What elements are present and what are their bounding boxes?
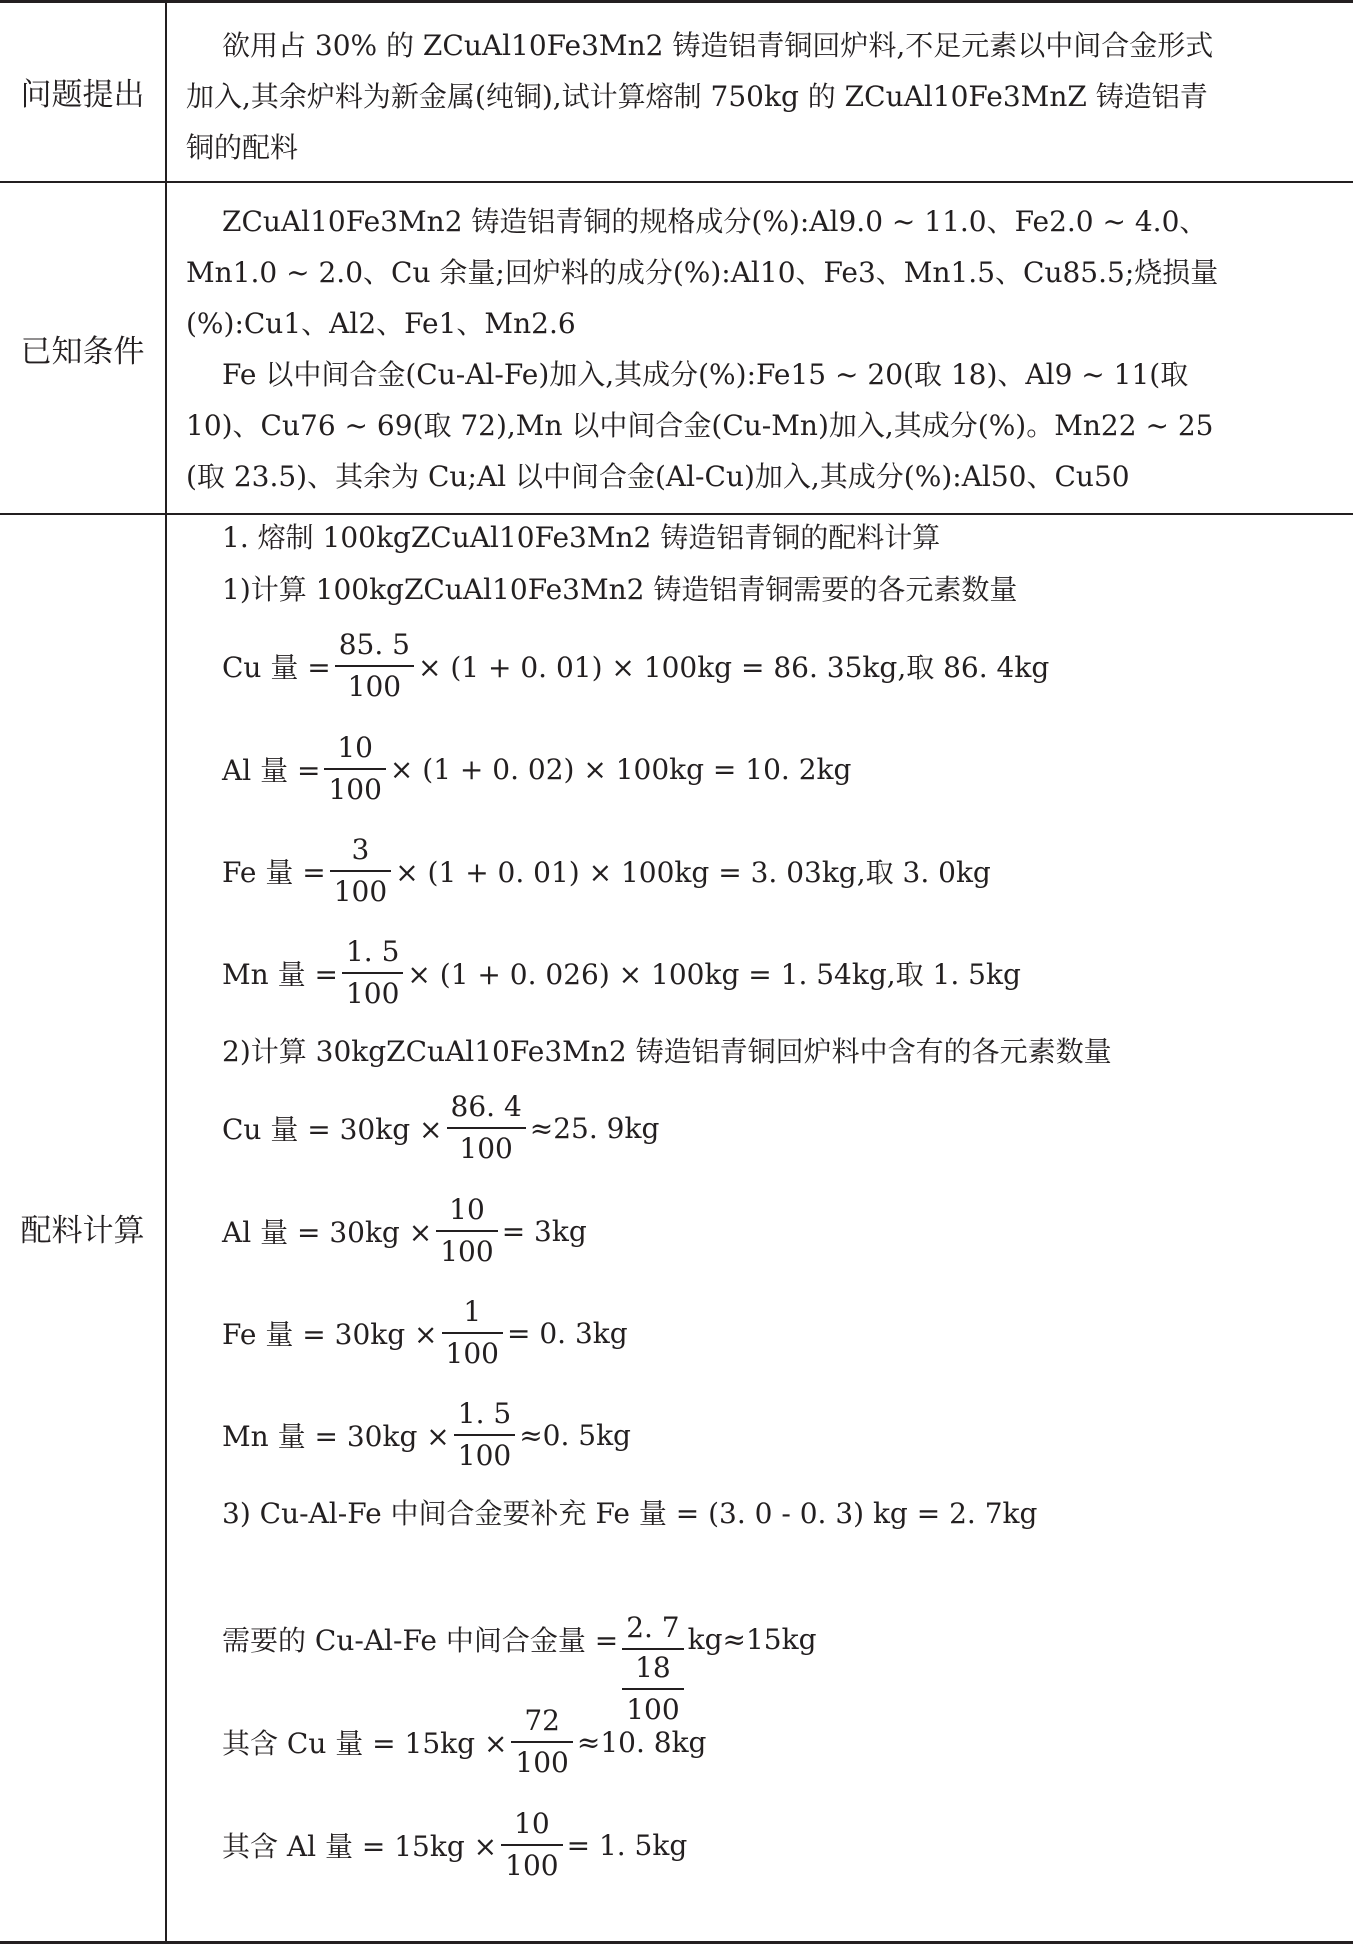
equation-lhs: Cu 量 = 30kg × (222, 1113, 443, 1146)
denominator: 100 (505, 1849, 559, 1882)
numerator: 2. 7 (626, 1611, 680, 1644)
equation-rhs: = 1. 5kg (566, 1828, 688, 1862)
equation (222, 1703, 706, 1781)
equation-rhs: = 0. 3kg (506, 1316, 628, 1350)
equation (222, 1294, 628, 1372)
numerator: 72 (524, 1704, 560, 1737)
numerator: 18 (635, 1651, 671, 1684)
equation-lhs: Mn 量 = 30kg × (222, 1420, 450, 1453)
numerator: 10 (514, 1807, 550, 1840)
column-divider (165, 0, 167, 1944)
denominator: 100 (345, 977, 400, 1010)
equation-rhs: ≈25. 9kg (529, 1111, 660, 1145)
row-divider-2 (0, 513, 1353, 515)
equation-rhs: × (1 + 0. 01) × 100kg = 86. 35kg,取 86. 4kg (417, 651, 1050, 684)
fraction (342, 934, 403, 1012)
equation-lhs: Cu 量 = (222, 651, 331, 684)
equation-lhs: 需要的 Cu-Al-Fe 中间合金量 = (222, 1624, 619, 1657)
fraction (447, 1089, 526, 1167)
fraction (436, 1192, 497, 1270)
equation (222, 1806, 687, 1884)
text-line: 10)、Cu76 ~ 69(取 72),Mn 以中间合金(Cu-Mn)加入,其成分(%)。Mn22 ~ 25 (186, 409, 1214, 442)
equation-lhs: Al 量 = 30kg × (222, 1216, 433, 1249)
fraction (324, 730, 385, 808)
equation-lhs: 其含 Cu 量 = 15kg × (222, 1727, 508, 1760)
equation-rhs: × (1 + 0. 01) × 100kg = 3. 03kg,取 3. 0kg (395, 856, 991, 889)
equation-rhs: = 3kg (501, 1214, 587, 1248)
fraction (454, 1396, 515, 1474)
equation (222, 832, 991, 910)
text-line: Mn1.0 ~ 2.0、Cu 余量;回炉料的成分(%):Al10、Fe3、Mn1.5、Cu85.5;烧损量 (186, 256, 1219, 289)
denominator: 100 (459, 1132, 513, 1165)
denominator: 100 (457, 1439, 512, 1472)
equation-rhs: kg≈15kg (687, 1622, 817, 1656)
equation (222, 1192, 587, 1270)
numerator: 3 (351, 833, 370, 866)
problem-statement (186, 20, 1334, 173)
equation-rhs: ≈10. 8kg (576, 1725, 707, 1759)
denominator: 100 (626, 1693, 680, 1726)
fraction (335, 627, 414, 705)
denominator: 100 (333, 875, 388, 908)
numerator: 85. 5 (338, 628, 410, 661)
equation (222, 730, 851, 808)
row-label-problem: 问题提出 (20, 77, 145, 113)
alloy-equation (222, 1550, 817, 1728)
text-line: Fe 以中间合金(Cu-Al-Fe)加入,其成分(%):Fe15 ~ 20(取 18)、Al9 ~ 11(取 (222, 358, 1189, 391)
known-conditions (186, 196, 1334, 502)
numerator: 10 (337, 731, 373, 764)
fraction (501, 1806, 562, 1884)
numerator: 10 (449, 1193, 485, 1226)
denominator: 100 (440, 1235, 494, 1268)
equation (222, 1396, 631, 1474)
denominator: 100 (328, 773, 382, 806)
denominator: 100 (347, 670, 402, 703)
text-line: ZCuAl10Fe3Mn2 铸造铝青铜的规格成分(%):Al9.0 ~ 11.0、Fe2.0 ~ 4.0、 (222, 205, 1208, 238)
equation (222, 627, 1049, 705)
numerator: 86. 4 (450, 1090, 522, 1123)
denominator: 100 (515, 1746, 569, 1779)
text-line: 加入,其余炉料为新金属(纯铜),试计算熔制 750kg 的 ZCuAl10Fe3MnZ 铸造铝青 (186, 80, 1208, 113)
row-label-known-conditions: 已知条件 (20, 334, 145, 370)
text-line: (%):Cu1、Al2、Fe1、Mn2.6 (186, 307, 576, 340)
text-line: (取 23.5)、其余为 Cu;Al 以中间合金(Al-Cu)加入,其成分(%):Al50、Cu50 (186, 460, 1130, 493)
equation-lhs: Fe 量 = (222, 856, 326, 889)
calc-heading-1: 1. 熔制 100kgZCuAl10Fe3Mn2 铸造铝青铜的配料计算 (222, 521, 941, 554)
numerator: 1. 5 (345, 935, 400, 968)
equation (222, 934, 1021, 1012)
fraction (511, 1703, 572, 1781)
row-divider-1 (0, 181, 1353, 183)
numerator: 1. 5 (457, 1397, 512, 1430)
equation-rhs: × (1 + 0. 026) × 100kg = 1. 54kg,取 1. 5kg (407, 958, 1021, 991)
equation-lhs: Mn 量 = (222, 958, 338, 991)
equation-rhs: × (1 + 0. 02) × 100kg = 10. 2kg (389, 752, 852, 786)
equation (222, 1089, 659, 1167)
text-line: 铜的配料 (186, 131, 299, 164)
fraction (330, 832, 391, 910)
equation-lhs: Al 量 = (222, 754, 321, 787)
text-line: 欲用占 30% 的 ZCuAl10Fe3Mn2 铸造铝青铜回炉料,不足元素以中间合金形式 (222, 29, 1214, 62)
table-top-rule (0, 0, 1353, 3)
fraction (442, 1294, 503, 1372)
row-label-calculation: 配料计算 (20, 1213, 145, 1249)
calc-heading-2: 1)计算 100kgZCuAl10Fe3Mn2 铸造铝青铜需要的各元素数量 (222, 573, 1018, 606)
calc-heading-4: 3) Cu-Al-Fe 中间合金要补充 Fe 量 = (3. 0 - 0. 3) kg = 2. 7kg (222, 1497, 1038, 1530)
equation-lhs: Fe 量 = 30kg × (222, 1318, 438, 1351)
denominator: 100 (445, 1337, 499, 1370)
calc-heading-3: 2)计算 30kgZCuAl10Fe3Mn2 铸造铝青铜回炉料中含有的各元素数量 (222, 1035, 1112, 1068)
equation-rhs: ≈0. 5kg (519, 1418, 631, 1452)
equation-lhs: 其含 Al 量 = 15kg × (222, 1830, 498, 1863)
numerator: 1 (463, 1295, 482, 1328)
